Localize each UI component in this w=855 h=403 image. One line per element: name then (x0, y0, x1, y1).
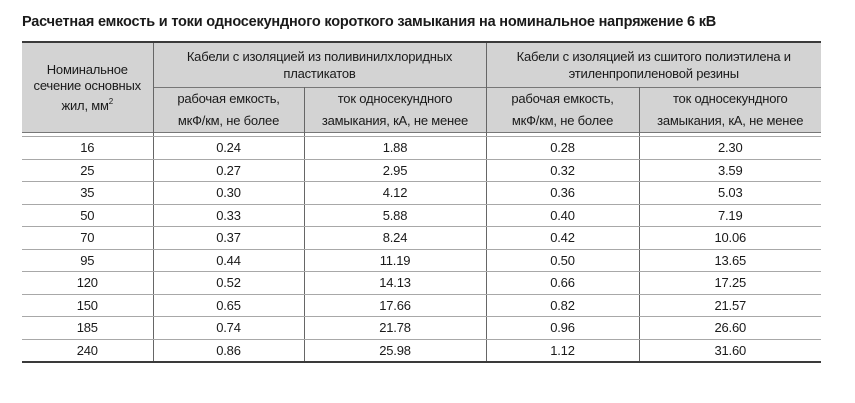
section-cell: 95 (22, 249, 153, 272)
xlpe-capacity-cell: 0.66 (486, 272, 639, 295)
xlpe-capacity-cell: 1.12 (486, 339, 639, 362)
pvc-current-cell: 2.95 (304, 159, 486, 182)
table-row (22, 137, 821, 160)
pvc-capacity-cell: 0.74 (153, 317, 304, 340)
xlpe-current-line1: ток односекундного (672, 91, 788, 106)
pvc-current-cell: 1.88 (304, 137, 486, 160)
pvc-current-cell: 4.12 (304, 182, 486, 205)
xlpe-capacity-cell: 0.28 (486, 137, 639, 160)
xlpe-capacity-cell: 0.40 (486, 204, 639, 227)
section-cell: 240 (22, 339, 153, 362)
pvc-current-cell: 21.78 (304, 317, 486, 340)
xlpe-current-cell: 5.03 (639, 182, 821, 205)
table-row (22, 272, 821, 295)
table-row (22, 317, 821, 340)
xlpe-capacity-cell: 0.50 (486, 249, 639, 272)
section-cell: 70 (22, 227, 153, 250)
page-title: Расчетная емкость и токи односекундного короткого замыкания на номинальное напряжение 6 кВ (22, 14, 717, 30)
xlpe-current-cell: 3.59 (639, 159, 821, 182)
section-header-line3: жил, мм (61, 97, 109, 113)
pvc-capacity-cell: 0.52 (153, 272, 304, 295)
xlpe-capacity-cell: 0.82 (486, 294, 639, 317)
xlpe-current-cell: 26.60 (639, 317, 821, 340)
section-cell: 35 (22, 182, 153, 205)
pvc-current-cell: 14.13 (304, 272, 486, 295)
pvc-current-cell: 5.88 (304, 204, 486, 227)
section-header-line2: сечение основных (33, 77, 141, 93)
section-header-line1: Номинальное (46, 61, 128, 77)
table-row (22, 204, 821, 227)
table-row (22, 159, 821, 182)
pvc-current-cell: 25.98 (304, 339, 486, 362)
cable-table (22, 41, 821, 363)
table-row (22, 227, 821, 250)
section-cell: 185 (22, 317, 153, 340)
section-cell: 50 (22, 204, 153, 227)
xlpe-current-cell: 13.65 (639, 249, 821, 272)
xlpe-capacity-cell: 0.32 (486, 159, 639, 182)
xlpe-current-cell: 21.57 (639, 294, 821, 317)
pvc-capacity-cell: 0.86 (153, 339, 304, 362)
xlpe-current-cell: 17.25 (639, 272, 821, 295)
pvc-capacity-cell: 0.44 (153, 249, 304, 272)
table-row (22, 249, 821, 272)
pvc-current-cell: 8.24 (304, 227, 486, 250)
pvc-capacity-cell: 0.30 (153, 182, 304, 205)
pvc-capacity-cell: 0.33 (153, 204, 304, 227)
pvc-current-line2: замыкания, кА, не менее (321, 113, 469, 128)
pvc-current-cell: 17.66 (304, 294, 486, 317)
section-cell: 120 (22, 272, 153, 295)
xlpe-current-cell: 2.30 (639, 137, 821, 160)
xlpe-capacity-cell: 0.36 (486, 182, 639, 205)
table-row (22, 182, 821, 205)
section-cell: 150 (22, 294, 153, 317)
pvc-capacity-cell: 0.27 (153, 159, 304, 182)
pvc-capacity-cell: 0.65 (153, 294, 304, 317)
pvc-capacity-header (153, 88, 304, 133)
xlpe-group-header: Кабели с изоляцией из сшитого полиэтилена и этиленпропиленовой резины (486, 42, 821, 88)
pvc-current-header (304, 88, 486, 133)
xlpe-current-line2: замыкания, кА, не менее (657, 113, 804, 128)
table-row (22, 339, 821, 362)
xlpe-capacity-cell: 0.96 (486, 317, 639, 340)
table-row (22, 294, 821, 317)
section-header (22, 42, 153, 133)
pvc-group-header: Кабели с изоляцией из поливинилхлоридных пластикатов (153, 42, 486, 88)
xlpe-current-cell: 31.60 (639, 339, 821, 362)
xlpe-capacity-header (486, 88, 639, 133)
pvc-capacity-cell: 0.37 (153, 227, 304, 250)
header-row-groups (22, 42, 821, 88)
xlpe-capacity-line1: рабочая емкость, (511, 91, 614, 106)
xlpe-current-cell: 7.19 (639, 204, 821, 227)
section-cell: 25 (22, 159, 153, 182)
pvc-current-cell: 11.19 (304, 249, 486, 272)
section-cell: 16 (22, 137, 153, 160)
pvc-capacity-line1: рабочая емкость, (177, 91, 280, 106)
pvc-current-line1: ток односекундного (337, 91, 453, 106)
xlpe-current-cell: 10.06 (639, 227, 821, 250)
xlpe-capacity-cell: 0.42 (486, 227, 639, 250)
pvc-capacity-cell: 0.24 (153, 137, 304, 160)
xlpe-capacity-line2: мкФ/км, не более (511, 113, 614, 128)
xlpe-current-header (639, 88, 821, 133)
section-header-sup: 2 (108, 96, 113, 106)
pvc-capacity-line2: мкФ/км, не более (177, 113, 280, 128)
